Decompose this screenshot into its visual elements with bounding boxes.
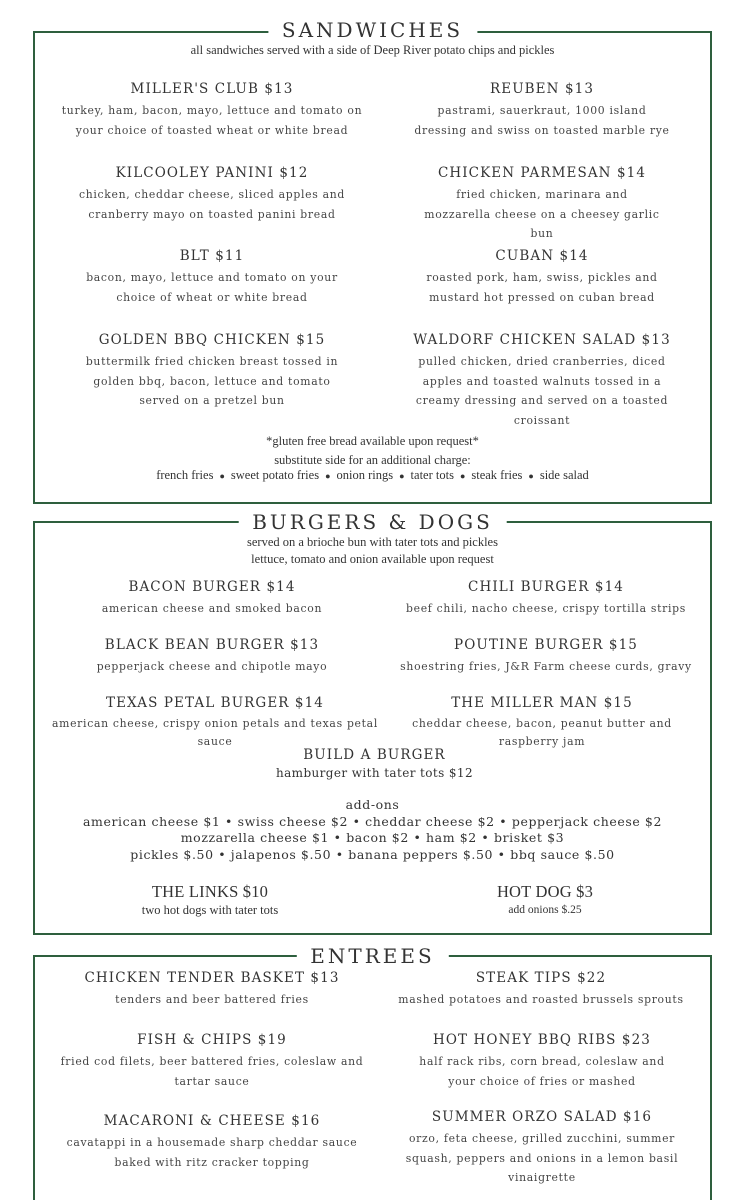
menu-item xyxy=(385,1030,699,1091)
item-description: turkey, ham, bacon, mayo, lettuce and tomato on your choice of toasted wheat or white bread xyxy=(61,104,363,137)
item-description: fried chicken, marinara and mozzarella cheese on a cheesey garlic bun xyxy=(424,188,660,240)
item-description: beef chili, nacho cheese, crispy tortilla strips xyxy=(406,602,686,615)
sandwiches-section xyxy=(33,18,712,504)
menu-item xyxy=(49,1111,375,1172)
item-name: CHILI BURGER $14 xyxy=(468,579,624,595)
item-name: WALDORF CHICKEN SALAD $13 xyxy=(413,332,671,348)
menu-item xyxy=(385,163,699,244)
item-description: add onions $.25 xyxy=(508,904,582,916)
item-name: HOT HONEY BBQ RIBS $23 xyxy=(433,1032,651,1048)
build-a-burger xyxy=(235,745,514,781)
item-description: tenders and beer battered fries xyxy=(115,993,309,1006)
entrees-title: ENTREES xyxy=(296,943,448,969)
item-description: american cheese and smoked bacon xyxy=(101,602,323,615)
side-option: tater tots xyxy=(410,468,454,482)
item-description: bacon, mayo, lettuce and tomato on your choice of wheat or white bread xyxy=(86,271,338,304)
burgers-section xyxy=(33,510,712,935)
addons-line: pickles $.50 • jalapenos $.50 • banana peppers $.50 • bbq sauce $.50 xyxy=(130,847,615,862)
item-name: GOLDEN BBQ CHICKEN $15 xyxy=(98,332,326,348)
item-name: CHICKEN PARMESAN $14 xyxy=(437,165,647,181)
addons-line: mozzarella cheese $1 • bacon $2 • ham $2 • brisket $3 xyxy=(180,830,565,845)
menu-item xyxy=(75,882,345,918)
item-description: two hot dogs with tater tots xyxy=(141,903,279,917)
item-description: orzo, feta cheese, grilled zucchini, summer squash, peppers and onions in a lemon basil vinaigrette xyxy=(405,1132,679,1184)
item-description: pastrami, sauerkraut, 1000 island dressing and swiss on toasted marble rye xyxy=(414,104,670,137)
item-name: KILCOOLEY PANINI $12 xyxy=(115,165,309,181)
menu-item xyxy=(49,330,375,411)
item-name: MILLER'S CLUB $13 xyxy=(130,81,294,97)
item-description: mashed potatoes and roasted brussels sprouts xyxy=(398,993,684,1006)
menu-item xyxy=(49,635,375,677)
menu-item xyxy=(49,163,375,224)
item-description: chicken, cheddar cheese, sliced apples and cranberry mayo on toasted panini bread xyxy=(78,188,346,221)
menu-item xyxy=(430,882,660,918)
bullet-icon: ● xyxy=(325,470,331,481)
item-name: CUBAN $14 xyxy=(495,248,589,264)
menu-item xyxy=(49,246,375,307)
item-name: THE LINKS $10 xyxy=(151,882,269,901)
item-description: buttermilk fried chicken breast tossed in golden bbq, bacon, lettuce and tomato served on a pretzel bun xyxy=(85,355,339,407)
item-description: cavatappi in a housemade sharp cheddar sauce baked with ritz cracker topping xyxy=(66,1136,358,1169)
item-description: hamburger with tater tots $12 xyxy=(275,766,473,780)
burgers-subtitle-2: lettuce, tomato and onion available upon request xyxy=(251,552,494,566)
menu-item xyxy=(385,330,699,430)
side-option: french fries xyxy=(156,468,214,482)
item-description: fried cod filets, beer battered fries, coleslaw and tartar sauce xyxy=(60,1055,364,1088)
addons-line: american cheese $1 • swiss cheese $2 • cheddar cheese $2 • pepperjack cheese $2 xyxy=(82,814,663,829)
sides-list xyxy=(35,468,710,483)
menu-item xyxy=(395,693,689,751)
item-description: american cheese, crispy onion petals and texas petal sauce xyxy=(52,717,378,748)
item-name: STEAK TIPS $22 xyxy=(475,970,607,986)
item-name: BLACK BEAN BURGER $13 xyxy=(104,637,320,653)
bullet-icon: ● xyxy=(399,470,405,481)
item-name: CHICKEN TENDER BASKET $13 xyxy=(84,970,340,986)
gluten-free-note: *gluten free bread available upon request* xyxy=(266,434,479,448)
menu-item xyxy=(49,79,375,140)
sandwiches-title: SANDWICHES xyxy=(268,17,477,43)
item-description: half rack ribs, corn bread, coleslaw and your choice of fries or mashed xyxy=(419,1055,665,1088)
item-name: HOT DOG $3 xyxy=(496,882,594,901)
entrees-section xyxy=(33,944,712,1200)
side-option: steak fries xyxy=(471,468,523,482)
burgers-title: BURGERS & DOGS xyxy=(238,509,507,535)
item-name: THE MILLER MAN $15 xyxy=(451,695,633,711)
item-name: BACON BURGER $14 xyxy=(128,579,296,595)
item-description: roasted pork, ham, swiss, pickles and mustard hot pressed on cuban bread xyxy=(426,271,658,304)
item-description: pulled chicken, dried cranberries, diced apples and toasted walnuts tossed in a creamy dressing and served on a toasted croissant xyxy=(415,355,669,427)
item-name: SUMMER ORZO SALAD $16 xyxy=(431,1109,653,1125)
menu-item xyxy=(385,1107,699,1188)
menu-item xyxy=(49,1030,375,1091)
item-description: shoestring fries, J&R Farm cheese curds, gravy xyxy=(400,660,692,673)
menu-item xyxy=(385,246,699,307)
item-name: MACARONI & CHEESE $16 xyxy=(103,1113,321,1129)
menu-item xyxy=(45,693,385,751)
substitute-note: substitute side for an additional charge: xyxy=(274,453,471,467)
item-description: cheddar cheese, bacon, peanut butter and raspberry jam xyxy=(412,717,672,748)
bullet-icon: ● xyxy=(219,470,225,481)
menu-item xyxy=(385,79,699,140)
sandwiches-subtitle: all sandwiches served with a side of Deep River potato chips and pickles xyxy=(190,43,555,57)
side-option: onion rings xyxy=(336,468,394,482)
item-name: FISH & CHIPS $19 xyxy=(137,1032,287,1048)
menu-item xyxy=(381,577,711,619)
item-name: POUTINE BURGER $15 xyxy=(454,637,638,653)
item-name: BLT $11 xyxy=(179,248,245,264)
side-option: sweet potato fries xyxy=(230,468,320,482)
side-option: side salad xyxy=(539,468,589,482)
item-description: pepperjack cheese and chipotle mayo xyxy=(96,660,328,673)
menu-item xyxy=(49,968,375,1010)
burgers-subtitle: served on a brioche bun with tater tots and pickles xyxy=(247,535,498,549)
menu-item xyxy=(381,968,701,1010)
item-name: TEXAS PETAL BURGER $14 xyxy=(105,695,324,711)
item-name: REUBEN $13 xyxy=(489,81,595,97)
bullet-icon: ● xyxy=(459,470,466,481)
bullet-icon: ● xyxy=(528,470,534,481)
item-name: BUILD A BURGER xyxy=(303,747,446,763)
addons-label: add-ons xyxy=(345,797,400,812)
menu-item xyxy=(49,577,375,619)
menu-item xyxy=(381,635,711,677)
